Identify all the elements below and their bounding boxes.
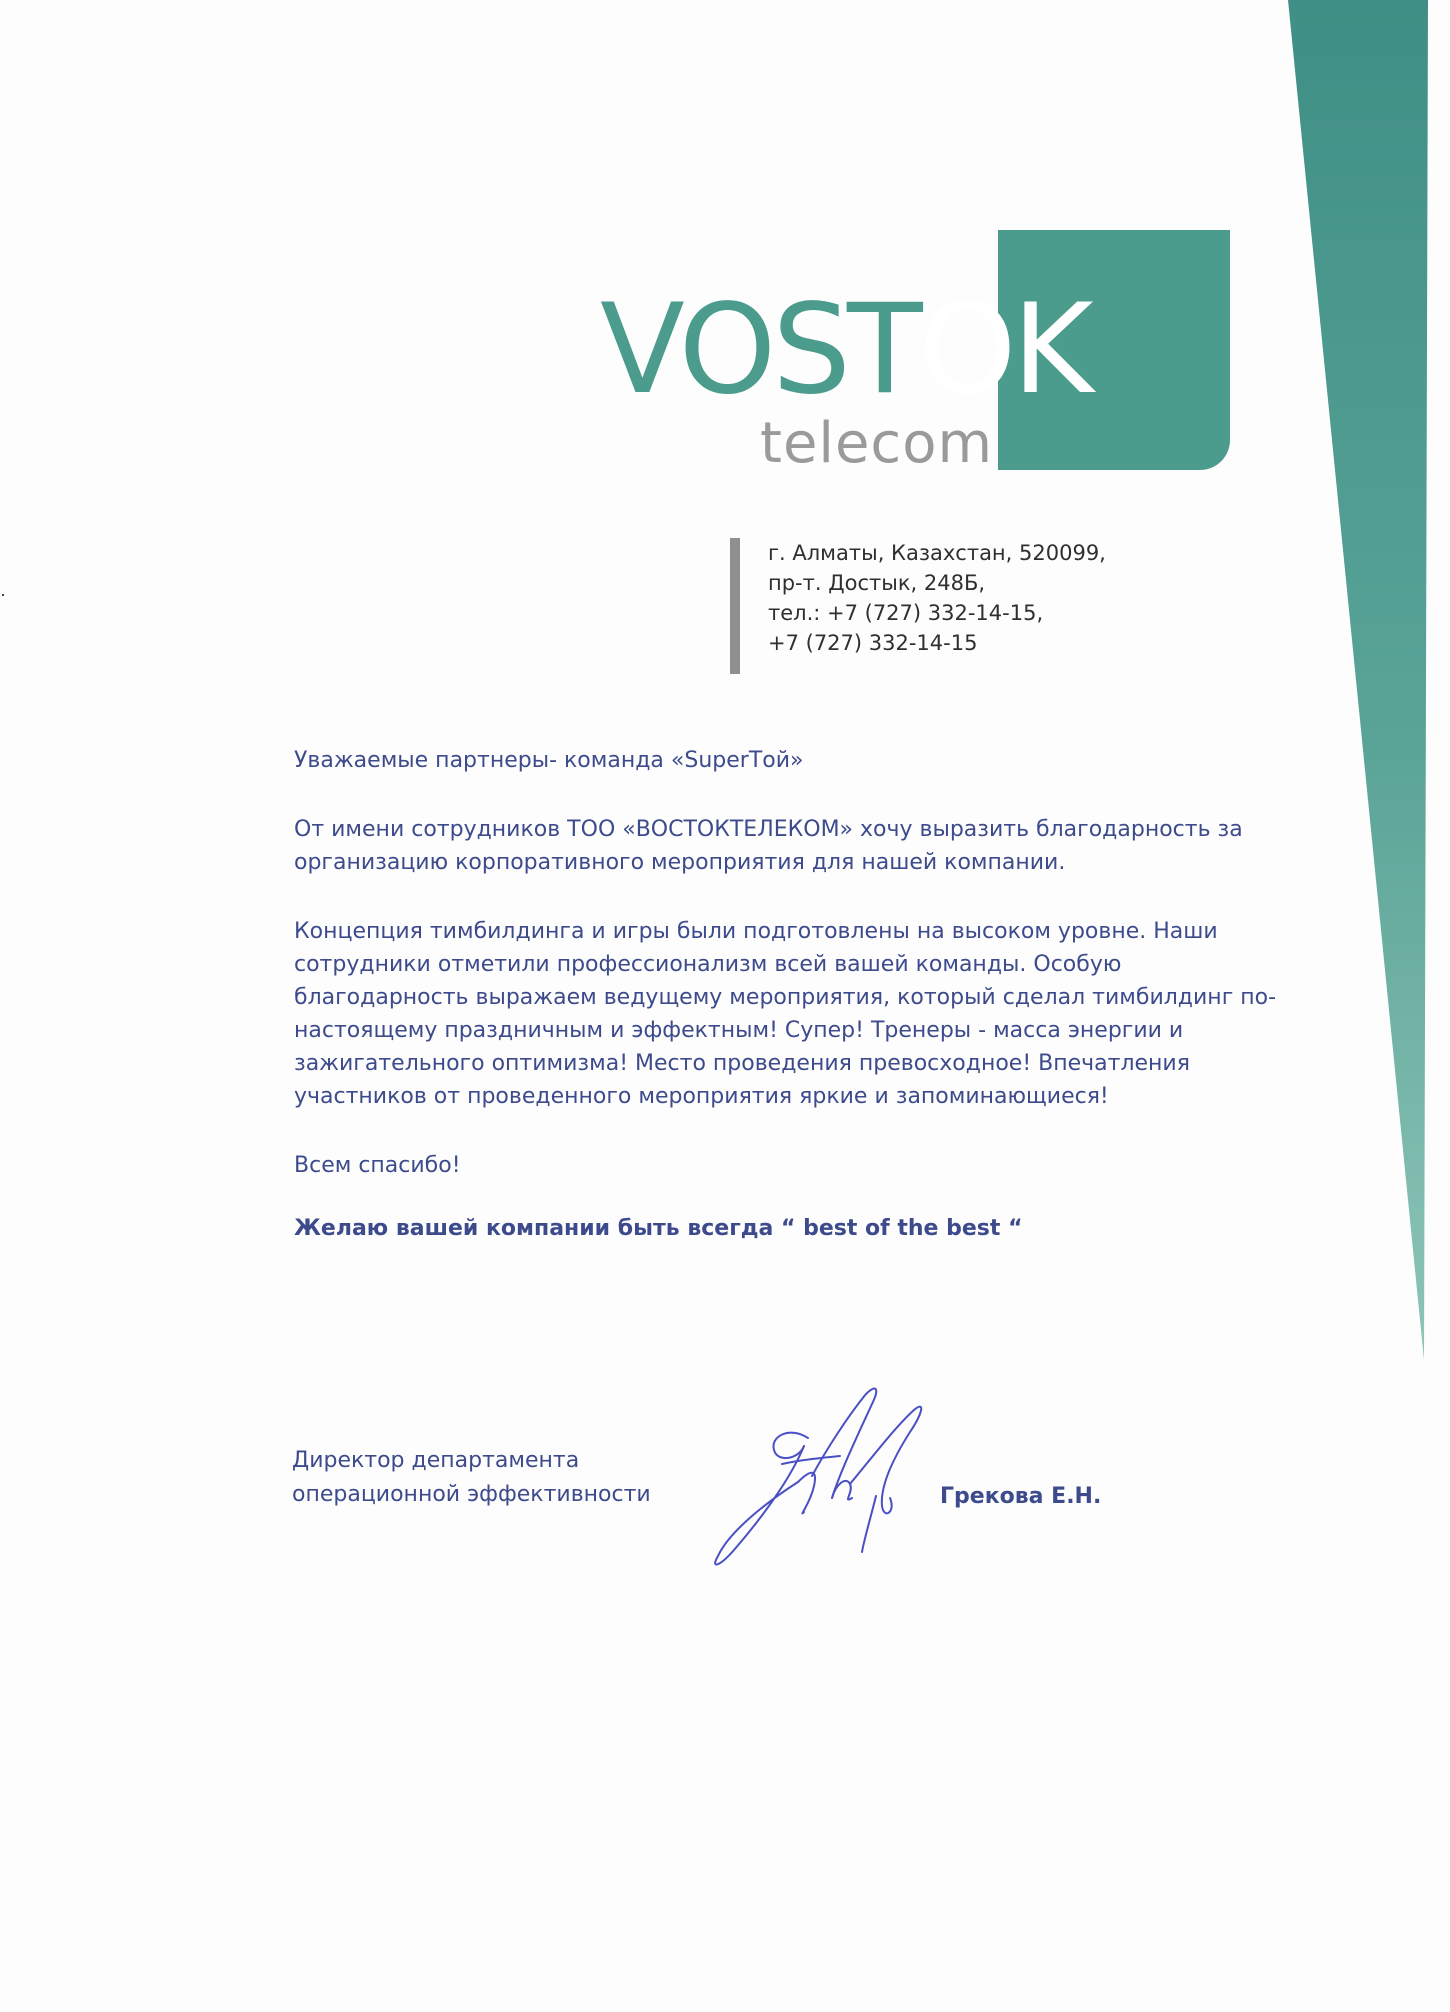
letter-paragraph: Концепция тимбилдинга и игры были подготовлены на высоком уровне. Наши сотрудники отметили профессионализм всей вашей команды. Особую благодарность выражаем ведущему мероприятия, который сделал тимбилдинг по-настоящему праздничным и эффектным! Супер! Тренеры - масса энергии и зажигательного оптимизма! Место проведения превосходное! Впечатления участников от проведенного мероприятия яркие и запоминающиеся! [294,919,1277,1109]
scan-speck [2,594,4,596]
address-line: г. Алматы, Казахстан, 520099, [768,541,1106,565]
letter-paragraph: От имени сотрудников ТОО «ВОСТОКТЕЛЕКОМ» хочу выразить благодарность за организацию корпоративного мероприятия для нашей компании. [294,817,1243,875]
logo-word-main: VOST [600,278,919,422]
address-line: тел.: +7 (727) 332-14-15, [768,601,1044,625]
handwritten-signature [700,1380,960,1580]
address-block [730,538,1208,674]
address-line: +7 (727) 332-14-15 [768,631,978,655]
company-logo [600,230,1240,480]
signatory-title-line: операционной эффективности [292,1482,651,1507]
signatory-title-line: Директор департамента [292,1448,580,1473]
letter-thanks: Всем спасибо! [294,1153,461,1178]
letter-body [294,744,1294,1245]
logo-word-box: OK [918,278,1090,422]
signatory-name: Грекова Е.Н. [940,1484,1102,1509]
logo-subtitle: telecom [760,411,994,476]
logo-wordmark [600,280,1090,420]
address-line: пр-т. Достык, 248Б, [768,571,986,595]
signatory-title [292,1444,692,1512]
letter-wish: Желаю вашей компании быть всегда “ best of the best “ [294,1216,1023,1241]
letter-greeting: Уважаемые партнеры- команда «SuperТой» [294,748,804,773]
